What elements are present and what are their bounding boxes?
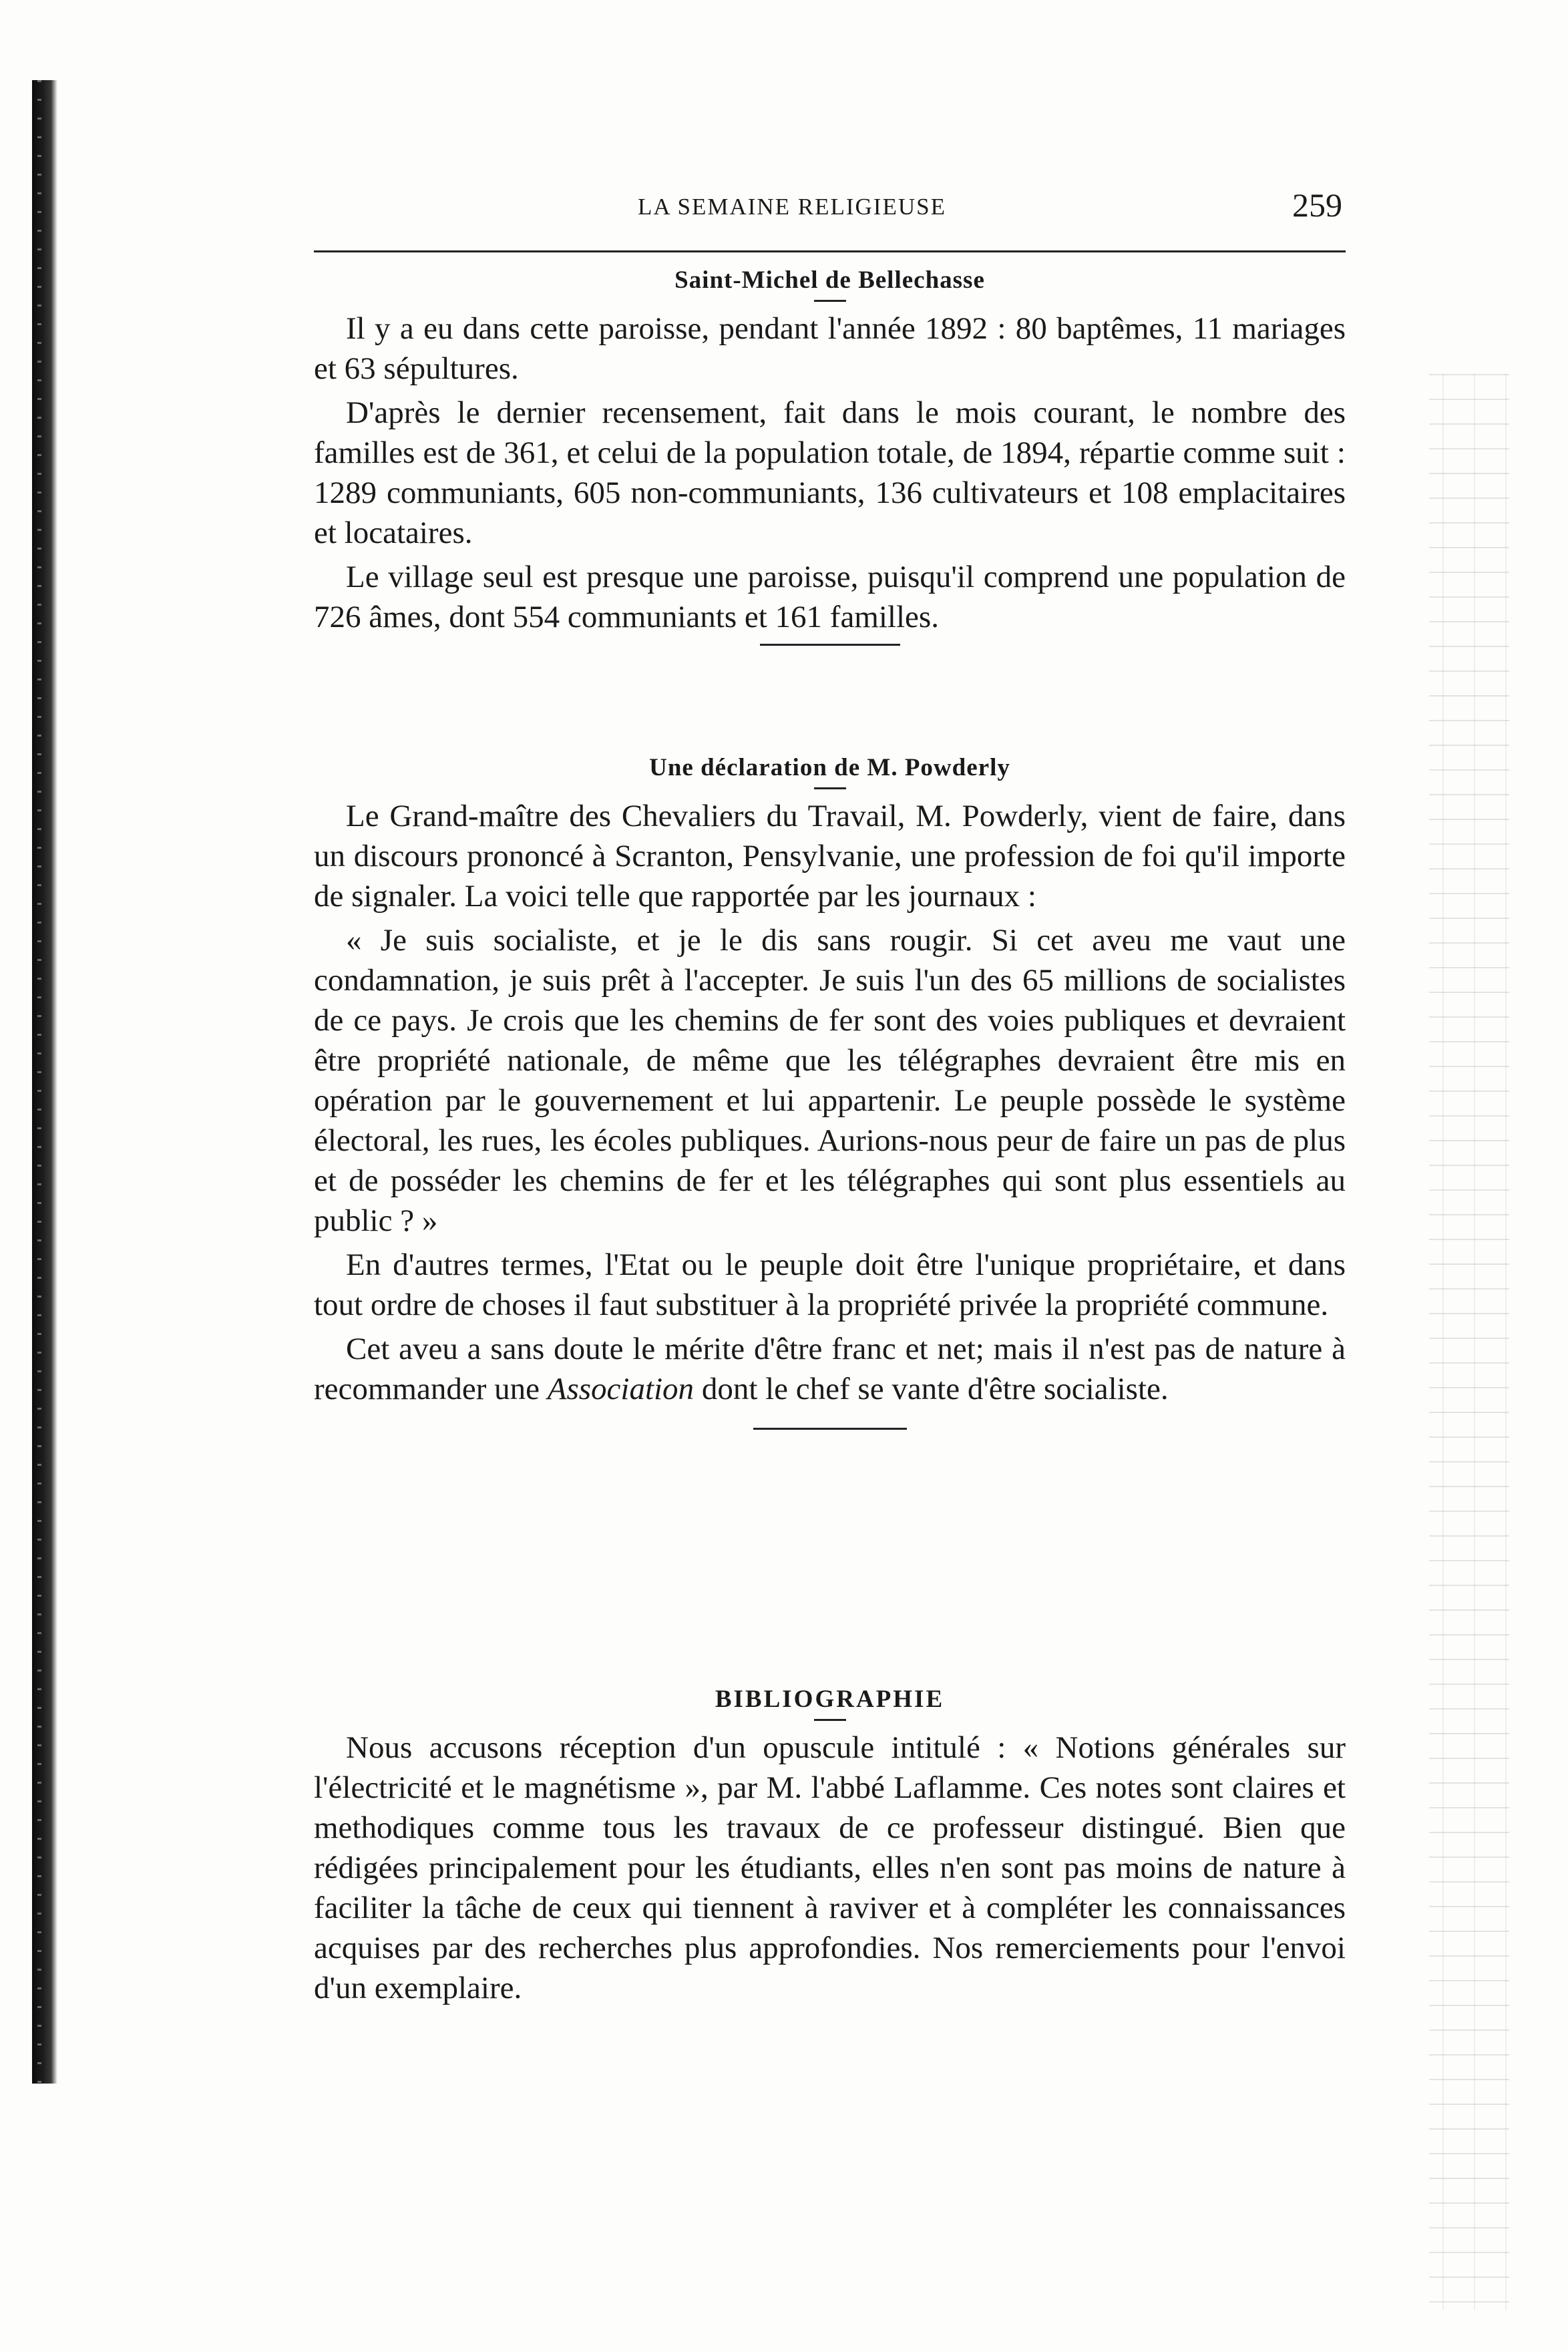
bleed-through-marks xyxy=(1429,374,1509,2311)
section-title: Une déclaration de M. Powderly xyxy=(649,754,1010,781)
section-title: BIBLIOGRAPHIE xyxy=(715,1686,945,1713)
title-dash xyxy=(814,300,846,302)
paragraph-text: Cet aveu a sans doute le mérite d'être franc et net; mais il n'est pas de nature à recommander une xyxy=(314,1332,1346,1406)
running-title: LA SEMAINE RELIGIEUSE xyxy=(638,194,946,220)
emphasized-word: Association xyxy=(547,1372,695,1406)
paragraph xyxy=(314,1329,1346,1409)
section-saint-michel xyxy=(314,264,1346,646)
quoted-paragraph: « Je suis socialiste, et je le dis sans rougir. Si cet aveu me vaut une condamnation, je suis prêt à l'accepter. Je suis l'un des 65 millions de socialistes de ce pays. Je crois que les chemins de fer sont des voies publiques et devraient être propriété nationale, de même que les télégraphes devraient être mis en opération par le gouvernement et lui appartenir. Le peuple possède le système électoral, les rues, les écoles publiques. Aurions-nous peur de faire un pas de plus et de posséder les chemins de fer et les télégraphes qui sont plus essentiels au public ? » xyxy=(314,923,1346,1238)
paragraph: En d'autres termes, l'Etat ou le peuple doit être l'unique propriétaire, et dans tout ordre de choses il faut substituer à la propriété privée la propriété commune. xyxy=(314,1247,1346,1322)
section-title: Saint-Michel de Bellechasse xyxy=(674,266,985,294)
paragraph: D'après le dernier recensement, fait dans le mois courant, le nombre des familles est de 361, et celui de la population totale, de 1894, répartie comme suit : 1289 communiants, 605 non-communiants, 136 cultivateurs et 108 emplacitaires et locataires. xyxy=(314,395,1346,550)
section-bibliographie xyxy=(314,1683,1346,2008)
section-divider xyxy=(753,1428,907,1430)
paragraph: Le village seul est presque une paroisse, puisqu'il comprend une population de 726 âmes, dont 554 communiants et 161 familles. xyxy=(314,560,1346,634)
paragraph: Nous accusons réception d'un opuscule intitulé : « Notions générales sur l'électricité et le magnétisme », par M. l'abbé Laflamme. Ces notes sont claires et methodiques comme tous les travaux de ce professeur distingué. Bien que rédigées principalement pour les étudiants, elles n'en sont pas moins de nature à faciliter la tâche de ceux qui tiennent à raviver et à compléter les connaissances acquises par des recherches plus approfondies. Nos remerciements pour l'envoi d'un exemplaire. xyxy=(314,1730,1346,2005)
title-dash xyxy=(814,1719,846,1721)
paragraph-text: dont le chef se vante d'être socialiste. xyxy=(694,1372,1169,1406)
section-divider xyxy=(760,644,900,646)
page-number: 259 xyxy=(1292,186,1342,224)
section-powderly xyxy=(314,751,1346,1430)
title-dash xyxy=(814,787,846,789)
paragraph: Il y a eu dans cette paroisse, pendant l'année 1892 : 80 baptêmes, 11 mariages et 63 sépultures. xyxy=(314,311,1346,386)
binding-shadow xyxy=(32,80,57,2084)
paragraph: Le Grand-maître des Chevaliers du Travail, M. Powderly, vient de faire, dans un discours prononcé à Scranton, Pensylvanie, une profession de foi qu'il importe de signaler. La voici telle que rapportée par les journaux : xyxy=(314,799,1346,914)
running-header xyxy=(314,180,1342,227)
header-rule xyxy=(314,250,1346,252)
